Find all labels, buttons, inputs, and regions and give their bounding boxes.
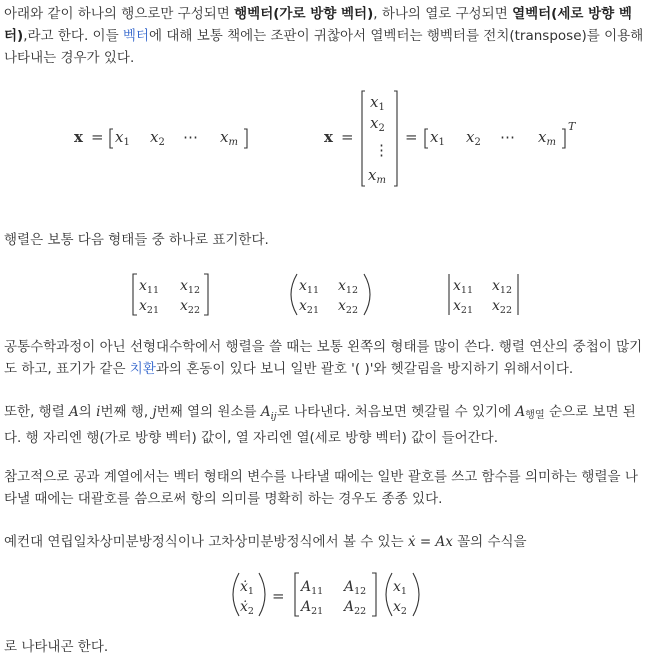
index-i-symbol: i xyxy=(96,404,101,420)
bar-form-x22: $x_{22}$ xyxy=(492,298,512,316)
row-vector-term: 행벡터(가로 방향 벡터) xyxy=(234,6,374,22)
para3-text-2: 과의 혼동이 있다 보니 일반 괄호 '( )'와 헷갈림을 방지하기 위해서이다. xyxy=(155,361,574,377)
eq1-col-x1: $x_1$ xyxy=(370,93,385,113)
eq3-lhs-right-paren xyxy=(259,573,265,616)
eq1-transpose-superscript: T xyxy=(568,120,576,133)
eq3-A-right-bracket xyxy=(372,573,376,616)
eq1-equals: = xyxy=(91,128,104,146)
eq1-col-xm: $x_m$ xyxy=(368,166,386,186)
para4-text-4: 번째 열의 원소를 xyxy=(156,404,261,420)
eq1-row-right-bracket xyxy=(244,129,247,148)
para4-text-6: 순으로 보면 된다. 행 자리엔 행(가로 방향 벡터) 값이, 열 자리엔 열(세로 방향 벡터) 값이 들어간다. xyxy=(4,404,636,447)
para4-text-5: 로 나타낸다. 처음보면 헷갈릴 수 있기에 xyxy=(276,404,516,420)
paren-form-left xyxy=(291,274,297,315)
A-rowcol-base: A xyxy=(515,404,526,420)
eq1-col-x2: $x_2$ xyxy=(370,114,385,134)
bracket-form-right xyxy=(204,274,208,315)
bracket-form-x12: $x_{12}$ xyxy=(180,278,200,296)
eq1-t-x1: $x_1$ xyxy=(430,128,445,148)
para4-text-1: 또한, 행렬 xyxy=(4,404,70,420)
para4-text-2: 의 xyxy=(78,404,97,420)
eq1-equals-2: = xyxy=(341,128,354,146)
bracket-form-x22: $x_{22}$ xyxy=(180,298,200,316)
bracket-form-x21: $x_{21}$ xyxy=(139,298,159,316)
eq1-t-right-bracket xyxy=(562,129,565,148)
eq3-rhs-x2: $x_2$ xyxy=(393,599,407,617)
Aij-subscript: ij xyxy=(270,410,277,422)
element-Aij-symbol xyxy=(261,404,277,420)
bracket-form-left xyxy=(133,274,137,315)
para6-text-2: 꼴의 수식을 xyxy=(452,534,527,550)
para4-text-3: 번째 행, xyxy=(100,404,153,420)
eq3-A22: $A_{22}$ xyxy=(344,599,367,617)
ode-formula: ẋ = Ax xyxy=(407,534,453,550)
eq1-col-right-bracket xyxy=(394,91,397,186)
permutation-link[interactable]: 치환 xyxy=(129,361,156,377)
column-vector-term: 열벡터(세로 방향 벡터) xyxy=(4,6,632,44)
ode-matrix-equation xyxy=(0,570,648,622)
eq1-row-x2: $x_2$ xyxy=(150,128,165,148)
paren-form-x22: $x_{22}$ xyxy=(338,298,358,316)
intro-text-1: 아래와 같이 하나의 행으로만 구성되면 xyxy=(4,6,235,22)
bar-form-x21: $x_{21}$ xyxy=(453,298,473,316)
closing-line: 로 나타내곤 한다. xyxy=(4,639,109,655)
eq1-col-vdots: ⋮ xyxy=(374,141,389,159)
eq3-equals: = xyxy=(272,587,285,605)
eq1-row-cdots: ⋯ xyxy=(183,128,198,146)
intro-paragraph xyxy=(4,3,644,69)
paren-form-right xyxy=(364,274,370,315)
bar-form-x12: $x_{12}$ xyxy=(492,278,512,296)
Aij-base: A xyxy=(260,404,271,420)
vector-link[interactable]: 벡터 xyxy=(122,28,150,44)
vector-equation xyxy=(0,85,648,190)
eq3-A21: $A_{21}$ xyxy=(301,599,324,617)
eq3-rhs-left-paren xyxy=(386,573,392,616)
eq1-t-cdots: ⋯ xyxy=(500,128,515,146)
eq1-lhs-x: x xyxy=(74,128,83,146)
element-A-rowcol-symbol xyxy=(515,404,544,420)
eq1-row-x1: $x_1$ xyxy=(115,128,130,148)
paren-form-x12: $x_{12}$ xyxy=(338,278,358,296)
intro-text-3: ,라고 한다. 이들 xyxy=(23,28,123,44)
eq1-t-x2: $x_2$ xyxy=(466,128,481,148)
eq3-A11: $A_{11}$ xyxy=(301,579,324,597)
paren-form-x11: $x_{11}$ xyxy=(299,278,319,296)
eq3-lhs-xdot2: ẋ$_2$ xyxy=(240,599,254,617)
index-j-symbol: j xyxy=(152,404,157,420)
intro-text-2: , 하나의 열로 구성되면 xyxy=(373,6,513,22)
engineering-notation-paragraph: 참고적으로 공과 계열에서는 벡터 형태의 변수를 나타낼 때에는 일반 괄호를 쓰고 함수를 의미하는 행렬을 나타낼 때에는 대괄호를 씀으로써 항의 의미를 명확히 하는 경우도 종종 있다. xyxy=(4,469,638,507)
eq3-A-left-bracket xyxy=(295,573,299,616)
eq1-row-left-bracket xyxy=(110,129,113,148)
intro-text-4: 에 대해 보통 책에는 조판이 귀찮아서 열벡터는 행벡터를 전치(transpose)를 이용해 나타내는 경우가 있다. xyxy=(4,28,644,66)
matrix-A-symbol: A xyxy=(69,404,79,420)
eq1-row-xm: $x_m$ xyxy=(220,128,238,148)
eq1-col-left-bracket xyxy=(362,91,365,186)
bar-form-x11: $x_{11}$ xyxy=(453,278,473,296)
linear-algebra-paragraph xyxy=(4,336,644,380)
para3-text-1: 공통수학과정이 아닌 선형대수학에서 행렬을 쓸 때는 보통 왼쪽의 형태를 많이 쓴다. 행렬 연산의 중첩이 많기도 하고, 표기가 같은 xyxy=(4,339,643,377)
bracket-form-x11: $x_{11}$ xyxy=(139,278,159,296)
eq3-rhs-right-paren xyxy=(413,573,419,616)
eq3-lhs-xdot1: ẋ$_1$ xyxy=(240,579,254,597)
eq3-rhs-x1: $x_1$ xyxy=(393,579,407,597)
A-rowcol-subscript: 행열 xyxy=(525,410,545,422)
eq1-t-left-bracket xyxy=(425,129,428,148)
ode-paragraph xyxy=(4,531,644,553)
eq1-equals-3: = xyxy=(405,128,418,146)
eq1-lhs-x-2: x xyxy=(324,128,333,146)
eq3-lhs-left-paren xyxy=(233,573,239,616)
matrix-notation-intro: 행렬은 보통 다음 형태들 중 하나로 표기한다. xyxy=(4,232,269,248)
eq3-A12: $A_{12}$ xyxy=(344,579,367,597)
para6-text-1: 예컨대 연립일차상미분방정식이나 고차상미분방정식에서 볼 수 있는 xyxy=(4,534,408,550)
matrix-notation-forms xyxy=(0,270,648,320)
paren-form-x21: $x_{21}$ xyxy=(299,298,319,316)
matrix-element-paragraph xyxy=(4,401,644,449)
eq1-t-xm: $x_m$ xyxy=(538,128,556,148)
